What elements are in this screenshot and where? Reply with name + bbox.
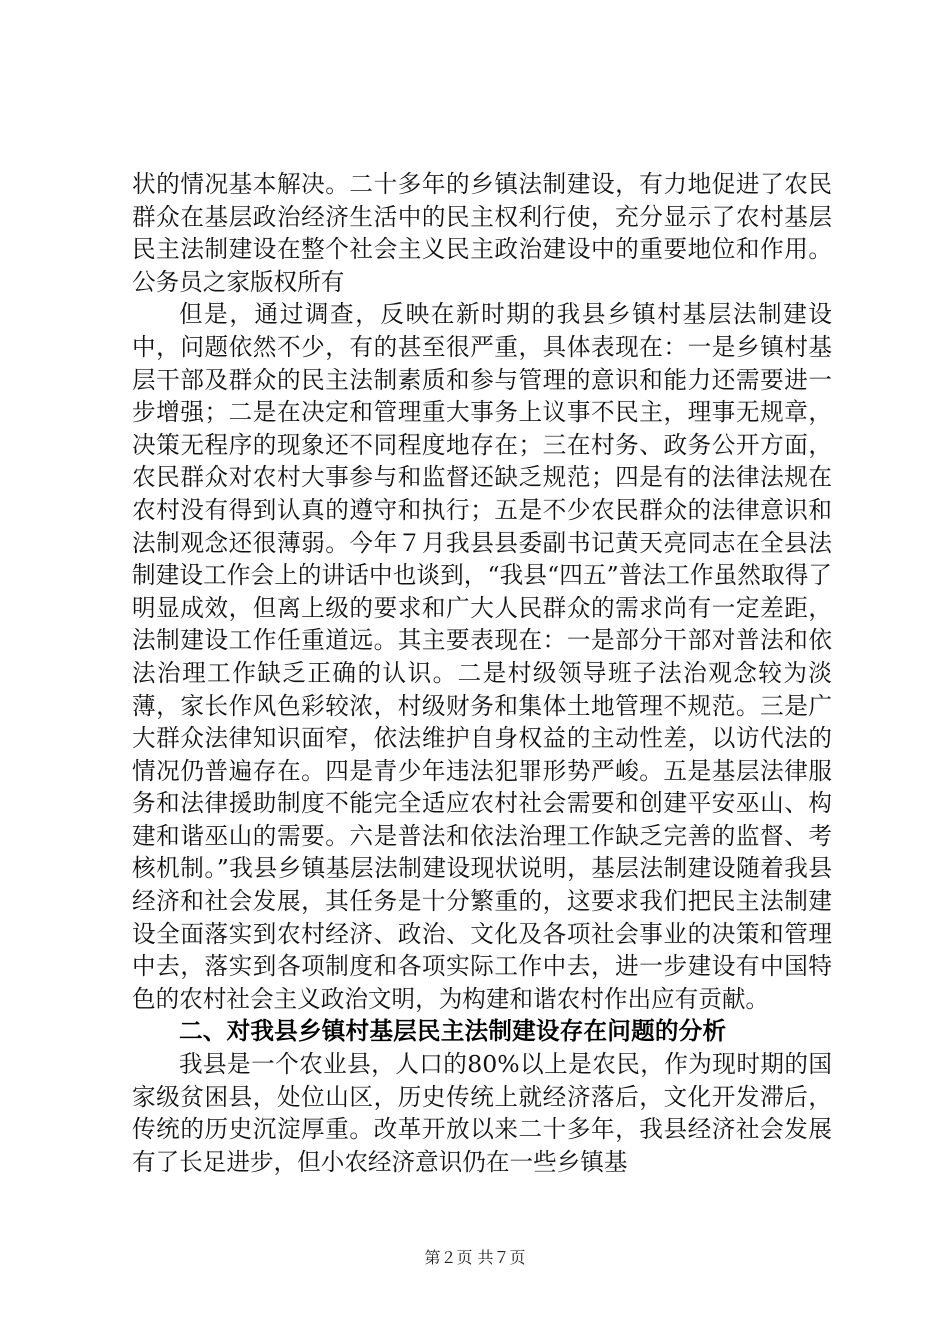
body-paragraph-continued: 状的情况基本解决。二十多年的乡镇法制建设，有力地促进了农民群众在基层政治经济生活中的民主权利行使，充分显示了农村基层民主法制建设在整个社会主义民主政治建设中的重要地位和作用。公务员之家版权所有 [132,170,832,296]
section-heading: 二、对我县乡镇村基层民主法制建设存在问题的分析 [179,1017,727,1046]
body-paragraph-analysis: 我县是一个农业县，人口的80%以上是农民，作为现时期的国家级贫困县，处位山区，历史传统上就经济落后，文化开发滞后，传统的历史沉淀厚重。改革开放以来二十多年，我县经济社会发展有了长足进步，但小农经济意识仍在一些乡镇基 [132,1050,832,1176]
body-paragraph-problems: 但是，通过调查，反映在新时期的我县乡镇村基层法制建设中，问题依然不少，有的甚至很严重，具体表现在：一是乡镇村基层干部及群众的民主法制素质和参与管理的意识和能力还需要进一步增强；二是在决定和管理重大事务上议事不民主，理事无规章，决策无程序的现象还不同程度地存在；三在村务、政务公开方面，农民群众对农村大事参与和监督还缺乏规范；四是有的法律法规在农村没有得到认真的遵守和执行；五是不少农民群众的法律意识和法制观念还很薄弱。今年７月我县县委副书记黄天亮同志在全县法制建设工作会上的讲话中也谈到，“我县“四五”普法工作虽然取得了明显成效，但离上级的要求和广大人民群众的需求尚有一定差距，法制建设工作任重道远。其主要表现在：一是部分干部对普法和依法治理工作缺乏正确的认识。二是村级领导班子法治观念较为淡薄，家长作风色彩较浓，村级财务和集体土地管理不规范。三是广大群众法律知识面窄，依法维护自身权益的主动性差，以访代法的情况仍普遍存在。四是青少年违法犯罪形势严峻。五是基层法律服务和法律援助制度不能完全适应农村社会需要和创建平安巫山、构建和谐巫山的需要。六是普法和依法治理工作缺乏完善的监督、考核机制。”我县乡镇基层法制建设现状说明，基层法制建设随着我县经济和社会发展，其任务是十分繁重的，这要求我们把民主法制建设全面落实到农村经济、政治、文化及各项社会事业的决策和管理中去，落实到各项制度和各项实际工作中去，进一步建设有中国特色的农村社会主义政治文明，为构建和谐农村作出应有贡献。 [132,300,832,1013]
document-body [132,168,832,1178]
page-number-footer: 第２页 共７页 [424,1248,526,1267]
